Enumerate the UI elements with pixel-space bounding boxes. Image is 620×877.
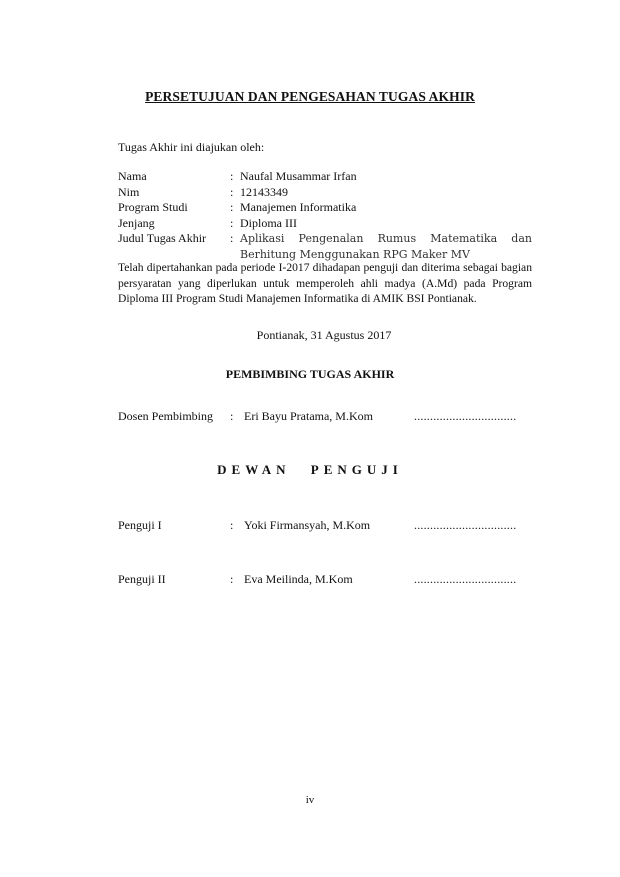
board-title: DEWAN PENGUJI <box>217 462 403 477</box>
field-colon: : <box>230 231 234 245</box>
signature-name: Eva Meilinda, M.Kom <box>244 572 353 586</box>
field-label: Jenjang <box>118 215 155 230</box>
signature-label: Penguji II <box>118 572 166 586</box>
signature-label: Dosen Pembimbing <box>118 409 213 423</box>
field-row-nim <box>118 185 532 201</box>
field-label: Nim <box>118 184 140 199</box>
field-label: Program Studi <box>118 200 188 214</box>
field-value: Manajemen Informatika <box>240 200 357 214</box>
field-colon: : <box>230 184 234 199</box>
student-fields <box>118 169 532 262</box>
field-value: Naufal Musammar Irfan <box>240 169 357 183</box>
field-label: Judul Tugas Akhir <box>118 231 207 245</box>
field-colon: : <box>230 215 234 230</box>
signature-name: Yoki Firmansyah, M.Kom <box>244 518 371 532</box>
field-label: Nama <box>118 169 147 183</box>
page-title: PERSETUJUAN DAN PENGESAHAN TUGAS AKHIR <box>145 89 475 104</box>
field-row-program-studi <box>118 200 532 216</box>
field-colon: : <box>230 200 234 214</box>
field-colon: : <box>230 169 234 183</box>
field-value: Diploma III <box>240 215 297 230</box>
signature-label: Penguji I <box>118 518 162 532</box>
signature-line: ................................ <box>414 572 517 586</box>
intro-text: Tugas Akhir ini diajukan oleh: <box>118 140 265 154</box>
field-row-judul <box>118 231 532 262</box>
place-date: Pontianak, 31 Agustus 2017 <box>256 328 392 342</box>
signature-colon: : <box>230 409 234 423</box>
signature-colon: : <box>230 518 234 532</box>
field-row-jenjang <box>118 216 532 232</box>
signature-colon: : <box>230 572 234 586</box>
signature-name: Eri Bayu Pratama, M.Kom <box>244 409 373 423</box>
field-value: Aplikasi Pengenalan Rumus Matematika dan Berhitung Menggunakan RPG Maker MV <box>240 232 532 261</box>
page-number: iv <box>305 794 315 806</box>
examiner-signature-row <box>118 518 538 533</box>
examiner-signature-row <box>118 572 538 587</box>
field-value: 12143349 <box>240 184 288 199</box>
signature-line: ................................ <box>414 409 517 423</box>
field-row-nama <box>118 169 532 185</box>
supervisor-signature-row <box>118 409 538 424</box>
supervisor-section-title: PEMBIMBING TUGAS AKHIR <box>225 367 395 381</box>
signature-line: ................................ <box>414 518 517 532</box>
approval-statement: Telah dipertahankan pada periode I-2017 dihadapan penguji dan diterima sebagai bagian persyaratan yang diperlukan untuk memperoleh ahli madya (A.Md) pada Program Diploma III Program Studi Manajemen Informatika di AMIK BSI Pontianak. <box>118 261 532 305</box>
